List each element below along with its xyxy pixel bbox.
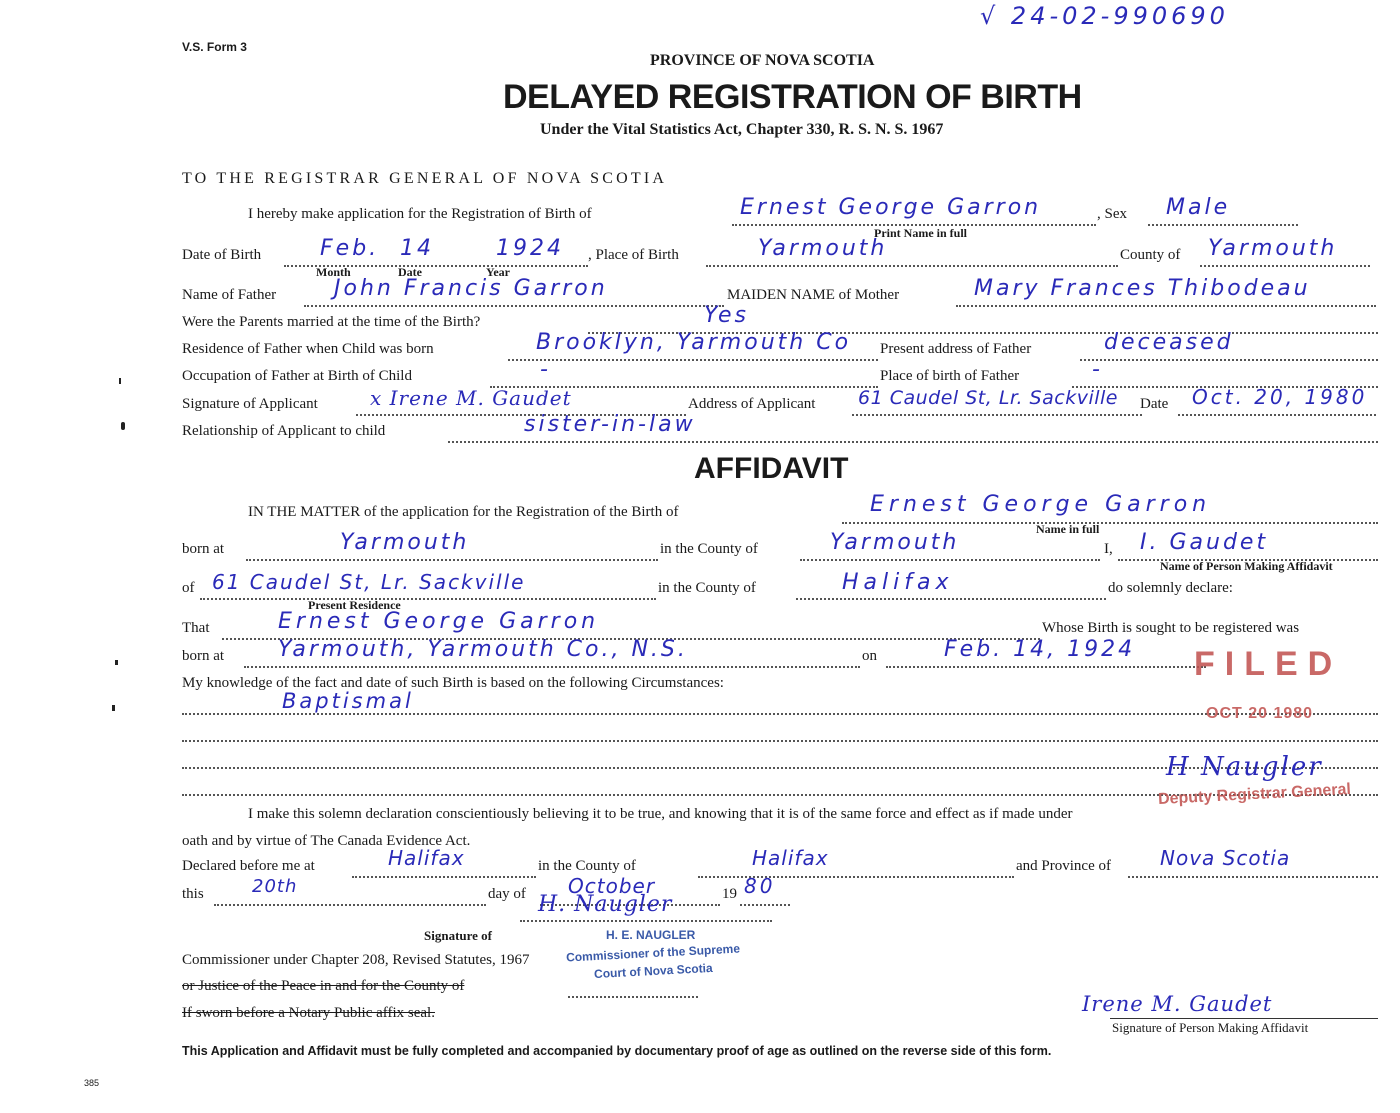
justice-line: or Justice of the Peace in and for the County of [182, 978, 465, 994]
commissioner-signature-line [520, 920, 772, 922]
applicant-address-line [852, 414, 1142, 416]
year-value: 80 [744, 874, 776, 898]
declaration-line-2: oath and by virtue of The Canada Evidence Act. [182, 833, 471, 849]
residence-value: 61 Caudel St, Lr. Sackville [212, 570, 526, 594]
father-label: Name of Father [182, 287, 277, 303]
declaration-line-1: I make this solemn declaration conscientiously believing it to be true, and knowing that it is of the same force and effect as if made under [248, 806, 1073, 822]
county-value: Yarmouth [1208, 236, 1338, 261]
declared-at-line [352, 876, 536, 878]
province-label: and Province of [1016, 858, 1111, 874]
affiant-signature-value: Irene M. Gaudet [1082, 992, 1273, 1016]
province-line [1128, 876, 1378, 878]
day-line [214, 904, 486, 906]
circumstance-value: Baptismal [282, 689, 414, 713]
margin-speck [121, 422, 125, 430]
day-value: 20th [252, 876, 298, 897]
that-label: That [182, 620, 210, 636]
year-prefix: 19 [722, 886, 737, 902]
affiant-value: I. Gaudet [1140, 530, 1269, 555]
that-name-value: Ernest George Garron [278, 609, 600, 634]
circumstance-line-2 [182, 740, 1378, 742]
county-label: County of [1120, 247, 1181, 263]
residence-father-value: Brooklyn, Yarmouth Co [536, 330, 852, 355]
present-father-line [1080, 359, 1378, 361]
relationship-line [448, 441, 1378, 443]
deputy-registrar-stamp: Deputy Registrar General [1157, 780, 1352, 809]
province-heading: PROVINCE OF NOVA SCOTIA [650, 52, 875, 69]
month-value: October [568, 874, 656, 898]
affidavit-name-value: Ernest George Garron [870, 492, 1212, 517]
filed-date-stamp: OCT 20 1980 [1206, 705, 1314, 722]
county3-value: Halifax [752, 846, 829, 870]
signature-of-label: Signature of [424, 928, 493, 943]
form-number: V.S. Form 3 [182, 40, 247, 54]
commissioner-stamp-title-1: Commissioner of the Supreme [565, 941, 741, 965]
knowledge-label: My knowledge of the fact and date of such Birth is based on the following Circumstances: [182, 675, 724, 691]
county3-label: in the County of [538, 858, 636, 874]
date-value: Oct. 20, 1980 [1192, 385, 1368, 409]
notary-line [182, 1005, 435, 1022]
registration-number: √ 24-02-990690 [980, 2, 1229, 30]
name-in-full-note: Name in full [1036, 522, 1100, 536]
i-label: I, [1104, 541, 1113, 557]
sex-label: , Sex [1097, 206, 1127, 222]
born-at-value: Yarmouth [340, 530, 470, 555]
place-label: , Place of Birth [588, 247, 679, 263]
present-residence-note: Present Residence [308, 598, 401, 612]
date-note: Date [398, 265, 422, 279]
month-note: Month [316, 265, 351, 279]
residence-father-label: Residence of Father when Child was born [182, 341, 434, 357]
of-label: of [182, 580, 195, 596]
child-name-value: Ernest George Garron [740, 195, 1042, 220]
married-value: Yes [704, 303, 750, 328]
affiant-signature-label: Signature of Person Making Affidavit [1112, 1020, 1309, 1035]
county-value: Yarmouth [830, 530, 960, 555]
this-label: this [182, 886, 204, 902]
county2-line [796, 598, 1106, 600]
born-at2-line [244, 666, 860, 668]
applicant-address-value: 61 Caudel St, Lr. Sackville [858, 387, 1118, 409]
apply-label: I hereby make application for the Registration of Birth of [248, 206, 592, 222]
declared-at-value: Halifax [388, 846, 465, 870]
addressee-line: TO THE REGISTRAR GENERAL OF NOVA SCOTIA [182, 170, 668, 187]
born-at-line [246, 559, 658, 561]
father-birthplace-label: Place of birth of Father [880, 368, 1020, 384]
born-on-line [886, 666, 1206, 668]
year-note: Year [486, 265, 510, 279]
year-line [740, 904, 790, 906]
day-of-label: day of [488, 886, 526, 902]
county-line [1200, 265, 1370, 267]
matter-label: IN THE MATTER of the application for the Registration of the Birth of [248, 504, 679, 520]
commissioner-signature-value: H. Naugler [538, 892, 673, 917]
commissioner-line: Commissioner under Chapter 208, Revised Statutes, 1967 [182, 952, 530, 968]
dob-year-value: 1924 [496, 236, 564, 261]
county2-label: in the County of [658, 580, 756, 596]
sex-line [1148, 224, 1298, 226]
county-line [800, 559, 1100, 561]
registrar-signature: H Naugler [1166, 752, 1323, 782]
county-label: in the County of [660, 541, 758, 557]
date-line [1178, 414, 1376, 416]
residence-line [200, 598, 656, 600]
applicant-address-label: Address of Applicant [688, 396, 816, 412]
margin-speck [112, 705, 115, 711]
form-title: DELAYED REGISTRATION OF BIRTH [503, 78, 1082, 116]
declared-label: Declared before me at [182, 858, 315, 874]
place-line [706, 265, 1118, 267]
occupation-label: Occupation of Father at Birth of Child [182, 368, 412, 384]
mother-value: Mary Frances Thibodeau [974, 276, 1311, 301]
form-subtitle: Under the Vital Statistics Act, Chapter 330, R. S. N. S. 1967 [540, 121, 944, 138]
form-code: 385 [84, 1078, 100, 1088]
margin-speck [115, 660, 118, 665]
father-line [304, 305, 724, 307]
occupation-value: - [540, 357, 551, 382]
commissioner-stamp-title-2: Court of Nova Scotia [593, 960, 713, 982]
county2-value: Halifax [842, 570, 954, 595]
date-label: Date [1140, 396, 1169, 412]
commissioner-stamp-name: H. E. NAUGLER [606, 928, 696, 942]
relationship-label: Relationship of Applicant to child [182, 423, 386, 439]
present-father-value: deceased [1104, 330, 1234, 355]
born-at-label: born at [182, 541, 225, 557]
residence-father-line [508, 359, 878, 361]
circumstance-line-1 [182, 713, 1378, 715]
filed-stamp: FILED [1194, 645, 1343, 683]
sex-value: Male [1166, 195, 1231, 220]
mother-line [956, 305, 1376, 307]
born-at2-value: Yarmouth, Yarmouth Co., N.S. [278, 637, 688, 662]
matter-line [842, 522, 1378, 524]
married-label: Were the Parents married at the time of the Birth? [182, 314, 481, 330]
margin-speck [119, 378, 121, 384]
father-birthplace-value: - [1092, 357, 1103, 382]
whose-birth-label: Whose Birth is sought to be registered was [1042, 620, 1300, 636]
father-value: John Francis Garron [334, 276, 608, 301]
province-value: Nova Scotia [1160, 846, 1291, 870]
born-at2-label: born at [182, 648, 225, 664]
applicant-signature-value: x Irene M. Gaudet [370, 386, 572, 410]
present-father-label: Present address of Father [880, 341, 1032, 357]
affidavit-title: AFFIDAVIT [694, 452, 849, 485]
on-label: on [862, 648, 877, 664]
relationship-value: sister-in-law [524, 412, 696, 437]
affiant-signature-rule [1110, 1018, 1378, 1019]
declare-label: do solemnly declare: [1108, 580, 1233, 596]
notary-line-text: If sworn before a Notary Public affix seal. [182, 1005, 435, 1021]
applicant-signature-label: Signature of Applicant [182, 396, 318, 412]
affiant-note: Name of Person Making Affidavit [1160, 559, 1333, 573]
print-name-note: Print Name in full [874, 226, 967, 240]
dob-label: Date of Birth [182, 247, 262, 263]
footer-notice: This Application and Affidavit must be fully completed and accompanied by documentary proof of age as outlined on the reverse side of this form. [182, 1044, 1052, 1058]
born-on-value: Feb. 14, 1924 [944, 637, 1136, 662]
mother-label: MAIDEN NAME of Mother [727, 287, 900, 303]
justice-county-line [568, 996, 698, 998]
dob-month-value: Feb. [320, 236, 380, 261]
place-value: Yarmouth [758, 236, 888, 261]
dob-day-value: 14 [400, 236, 434, 261]
